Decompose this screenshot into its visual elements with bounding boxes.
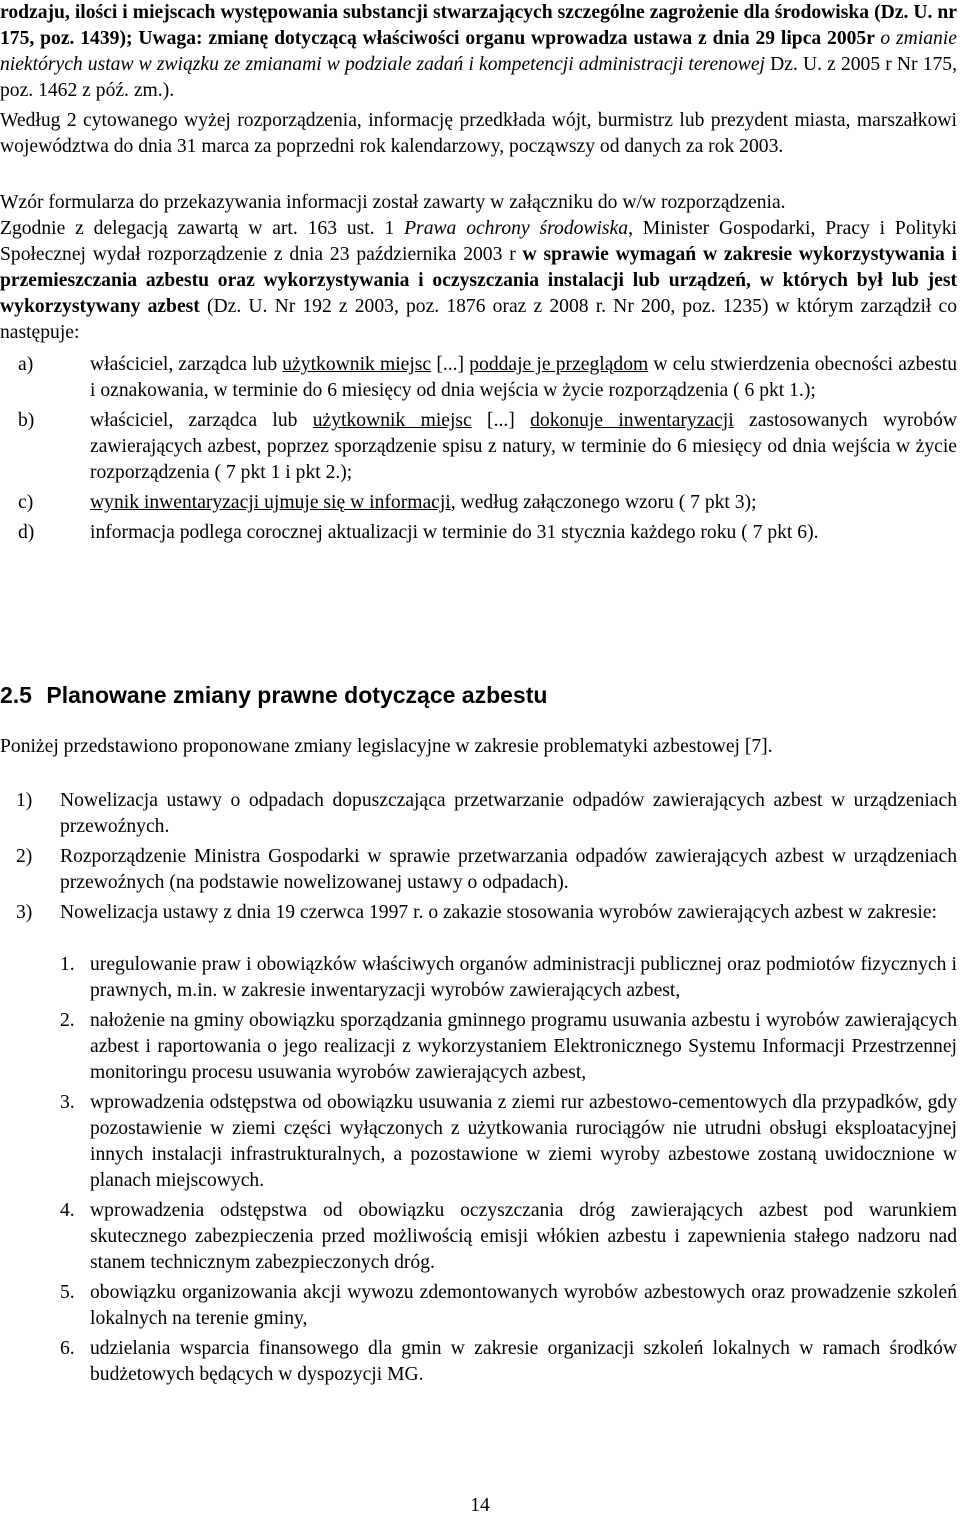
intro-paragraph bbox=[0, 0, 960, 104]
list-item-text: właściciel, zarządca lub bbox=[90, 410, 313, 431]
delegation-text-c: (Dz. U. Nr 192 z 2003, poz. 1876 oraz z 2008 r. Nr 200, poz. 1235) w którym zarządził co następuje: bbox=[0, 296, 957, 343]
list-item-underlined: użytkownik miejsc bbox=[312, 410, 472, 431]
list-item-label: 1. bbox=[60, 954, 75, 975]
list-item-text: [...] bbox=[431, 354, 470, 375]
section-title: Planowane zmiany prawne dotyczące azbestu bbox=[46, 682, 548, 708]
list-item-label: 3) bbox=[16, 902, 33, 923]
list-item-text: właściciel, zarządca lub bbox=[90, 354, 283, 375]
list-item-label: 3. bbox=[60, 1092, 75, 1113]
list-item-text: uregulowanie praw i obowiązków właściwych organów administracji publicznej oraz podmiotów fizycznych i prawnych, m.in. w zakresie inwentaryzacji wyrobów zawierających azbest, bbox=[90, 954, 957, 1001]
delegation-bold-title: w sprawie wymagań w zakresie wykorzystywania i przemieszczania azbestu oraz wykorzystywania i oczyszczania instalacji lub urządzeń, w których był lub jest wykorzystywany azbest bbox=[0, 244, 957, 317]
wzor-paragraph: Wzór formularza do przekazywania informacji został zawarty w załączniku do w/w rozporządzenia. bbox=[0, 192, 786, 213]
list-item-text: zastosowanych wyrobów zawierających azbest, poprzez sporządzenie spisu z natury, w terminie do 6 miesięcy od dnia wejścia w życie rozporządzenia ( 7 pkt 1 i pkt 2.); bbox=[90, 410, 957, 483]
list-item-underlined: poddaje je przeglądom bbox=[469, 354, 649, 375]
list-item-text: [...] bbox=[471, 410, 531, 431]
list-item bbox=[0, 352, 957, 404]
list-item-label: 6. bbox=[60, 1338, 75, 1359]
letter-list bbox=[0, 352, 957, 546]
numbered-list bbox=[0, 788, 957, 926]
page-number: 14 bbox=[470, 1495, 490, 1516]
list-item-label: c) bbox=[18, 492, 34, 513]
list-item-text: w celu stwierdzenia obecności azbestu i oznakowania, w terminie do 6 miesięcy od dnia wejścia w życie rozporządzenia ( 6 pkt 1.); bbox=[90, 354, 957, 401]
intro-tail: Dz. U. z 2005 r Nr 175, poz. 1462 z póź. zm.). bbox=[0, 54, 957, 101]
list-item-label: a) bbox=[18, 354, 34, 375]
list-item-label: 4. bbox=[60, 1200, 75, 1221]
list-item bbox=[0, 408, 957, 486]
list-item-text: wprowadzenia odstępstwa od obowiązku oczyszczania dróg zawierających azbest pod warunkiem skutecznego zabezpieczenia przed możliwością emisji włókien azbestu i zapewnienia stałego nadzoru nad stanem technicznym zabezpieczonych dróg. bbox=[90, 1200, 957, 1273]
delegation-paragraph bbox=[0, 216, 960, 346]
list-item-text: udzielania wsparcia finansowego dla gmin w zakresie organizacji szkoleń lokalnych w ramach środków budżetowych będących w dyspozycji MG. bbox=[90, 1338, 957, 1385]
list-item bbox=[0, 1008, 957, 1086]
sub-list bbox=[0, 952, 957, 1388]
list-item-text: obowiązku organizowania akcji wywozu zdemontowanych wyrobów azbestowych oraz prowadzenie szkoleń lokalnych na terenie gminy, bbox=[90, 1282, 957, 1329]
list-item bbox=[0, 788, 957, 840]
list-item-label: 2. bbox=[60, 1010, 75, 1031]
list-item bbox=[0, 844, 957, 896]
section-number: 2.5 bbox=[0, 682, 32, 708]
list-item bbox=[0, 900, 957, 926]
wedlug-paragraph: Według 2 cytowanego wyżej rozporządzenia, informację przedkłada wójt, burmistrz lub prezydent miasta, marszałkowi województwa do dnia 31 marca za poprzedni rok kalendarzowy, począwszy od danych za rok 2003. bbox=[0, 110, 957, 157]
list-item-text: informacja podlega corocznej aktualizacji w terminie do 31 stycznia każdego roku ( 7 pkt 6). bbox=[90, 522, 819, 543]
delegation-italic: Prawa ochrony środowiska bbox=[404, 218, 629, 239]
list-item-label: d) bbox=[18, 522, 35, 543]
list-item bbox=[0, 1336, 957, 1388]
list-item-label: 5. bbox=[60, 1282, 75, 1303]
delegation-text-a: Zgodnie z delegacją zawartą w art. 163 ust. 1 bbox=[0, 218, 405, 239]
list-item-label: b) bbox=[18, 410, 35, 431]
intro-changes-paragraph: Poniżej przedstawiono proponowane zmiany legislacyjne w zakresie problematyki azbestowej [7]. bbox=[0, 736, 773, 757]
list-item-label: 2) bbox=[16, 846, 33, 867]
list-item-text: , według załączonego wzoru ( 7 pkt 3); bbox=[450, 492, 757, 513]
list-item bbox=[0, 490, 957, 516]
list-item-text: wprowadzenia odstępstwa od obowiązku usuwania z ziemi rur azbestowo-cementowych dla przypadków, gdy pozostawienie w ziemi części wyłączonych z użytkowania rurociągów nie utrudni obsługi eksploatacyjnej innych instalacji infrastrukturalnych, a pozostawione w ziemi wyroby azbestowe zostaną uwidocznione w planach miejscowych. bbox=[90, 1092, 957, 1191]
list-item-underlined: użytkownik miejsc bbox=[282, 354, 432, 375]
list-item-text: Nowelizacja ustawy z dnia 19 czerwca 1997 r. o zakazie stosowania wyrobów zawierających azbest w zakresie: bbox=[60, 902, 937, 923]
list-item bbox=[0, 1090, 957, 1194]
intro-italic-title: o zmianie niektórych ustaw w związku ze zmianami w podziale zadań i kompetencji administracji terenowej bbox=[0, 28, 957, 75]
delegation-text-b: , Minister Gospodarki, Pracy i Polityki Społecznej wydał rozporządzenie z dnia 23 października 2003 r bbox=[0, 218, 957, 265]
list-item bbox=[0, 1198, 957, 1276]
intro-text: rodzaju, ilości i miejscach występowania substancji stwarzających szczególne zagrożenie dla środowiska (Dz. U. nr 175, poz. 1439); Uwaga: zmianę dotyczącą właściwości organu wprowadza ustawa z dnia 29 lipca 2005r bbox=[0, 2, 957, 49]
list-item-text: Nowelizacja ustawy o odpadach dopuszczająca przetwarzanie odpadów zawierających azbest w urządzeniach przewoźnych. bbox=[60, 790, 957, 837]
list-item-label: 1) bbox=[16, 790, 33, 811]
section-heading bbox=[0, 681, 957, 709]
list-item-underlined: wynik inwentaryzacji ujmuje się w informacji bbox=[90, 492, 451, 513]
list-item bbox=[0, 520, 957, 546]
list-item bbox=[0, 952, 957, 1004]
list-item-text: Rozporządzenie Ministra Gospodarki w sprawie przetwarzania odpadów zawierających azbest w urządzeniach przewoźnych (na podstawie nowelizowanej ustawy o odpadach). bbox=[60, 846, 957, 893]
list-item-text: nałożenie na gminy obowiązku sporządzania gminnego programu usuwania azbestu i wyrobów zawierających azbest i raportowania o jego realizacji z wykorzystaniem Elektronicznego Systemu Informacji Przestrzennej monitoringu procesu usuwania wyrobów zawierających azbest, bbox=[90, 1010, 957, 1083]
list-item-underlined: dokonuje inwentaryzacji bbox=[530, 410, 734, 431]
list-item bbox=[0, 1280, 957, 1332]
